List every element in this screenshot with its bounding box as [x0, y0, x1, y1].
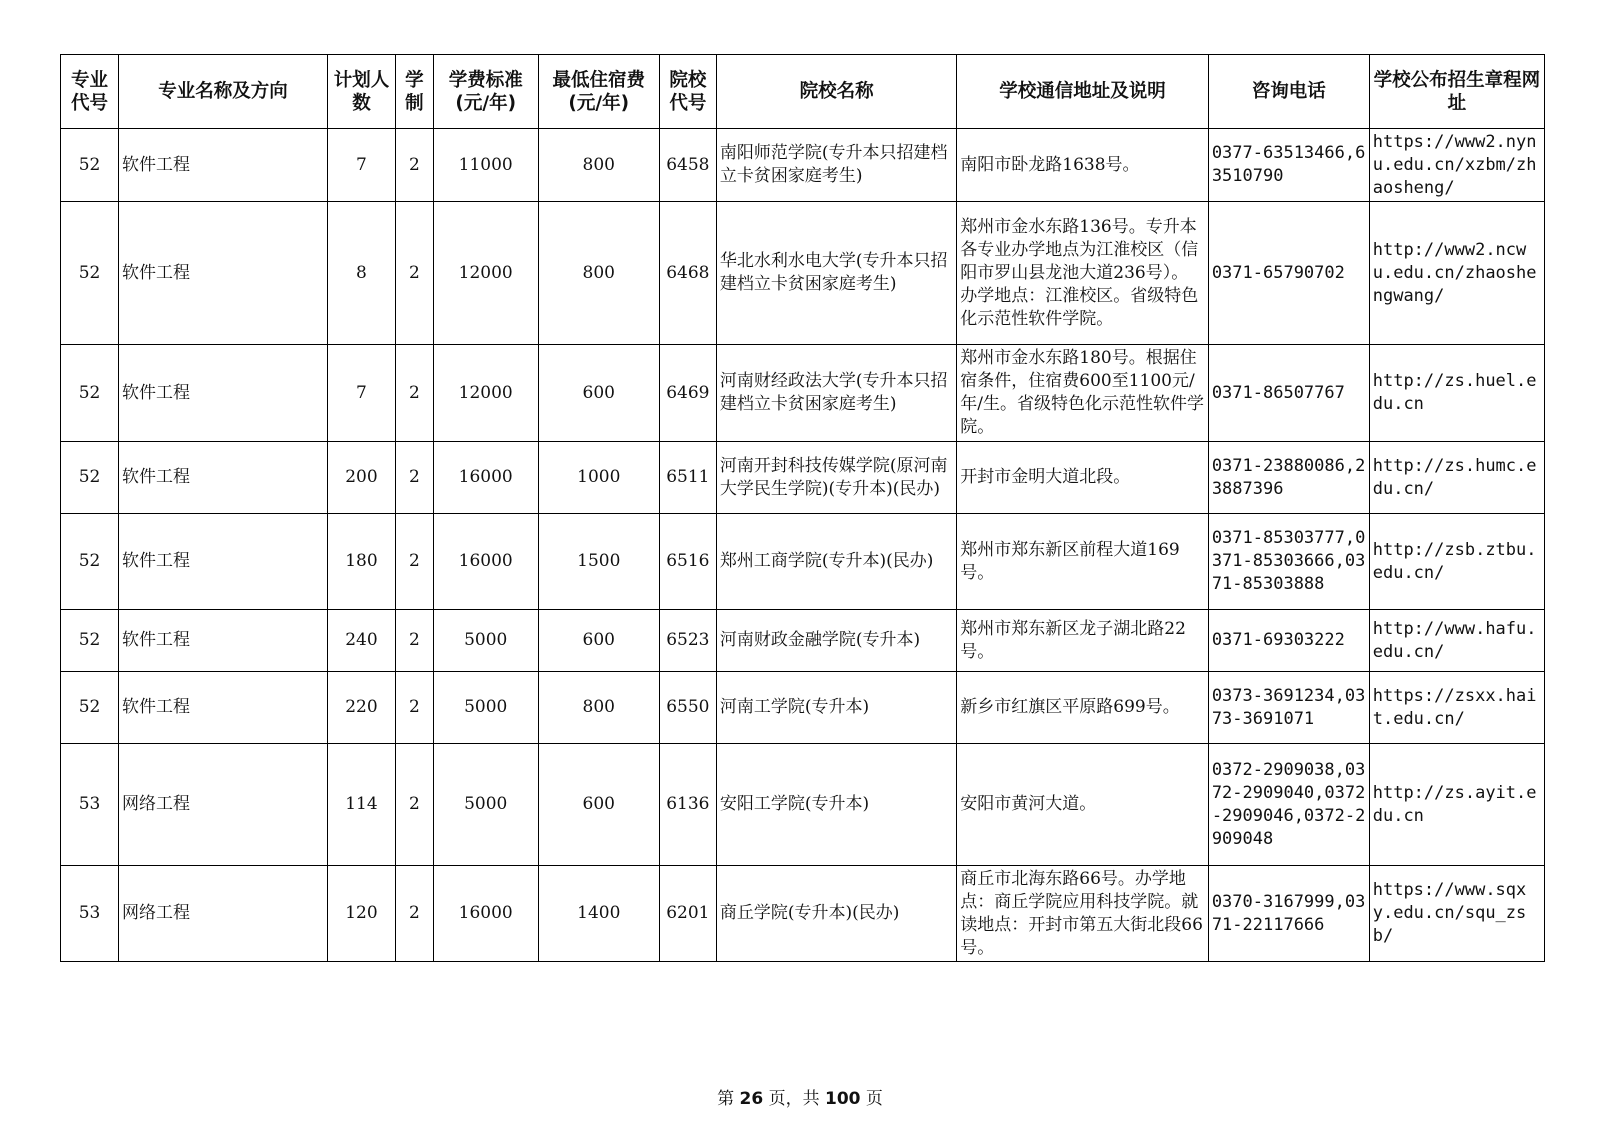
cell-lodging: 800 — [538, 672, 659, 744]
cell-address: 郑州市金水东路136号。专升本各专业办学地点为江淮校区（信阳市罗山县龙池大道236号）。办学地点：江淮校区。省级特色化示范性软件学院。 — [957, 202, 1209, 345]
cell-tuition: 12000 — [433, 345, 538, 442]
cell-address: 南阳市卧龙路1638号。 — [957, 129, 1209, 202]
cell-school-name: 郑州工商学院(专升本)(民办) — [716, 514, 956, 610]
cell-school-name: 河南工学院(专升本) — [716, 672, 956, 744]
cell-major-name: 网络工程 — [119, 744, 328, 866]
cell-school-code: 6468 — [659, 202, 716, 345]
cell-major-code: 53 — [61, 866, 119, 962]
header-plan-count: 计划人数 — [327, 55, 395, 129]
cell-plan-count: 200 — [327, 442, 395, 514]
cell-lodging: 800 — [538, 202, 659, 345]
cell-major-name: 软件工程 — [119, 129, 328, 202]
table-row — [61, 202, 1545, 345]
table-row — [61, 866, 1545, 962]
cell-duration: 2 — [396, 744, 434, 866]
cell-school-name: 华北水利水电大学(专升本只招建档立卡贫困家庭考生) — [716, 202, 956, 345]
header-phone: 咨询电话 — [1208, 55, 1369, 129]
header-website: 学校公布招生章程网址 — [1369, 55, 1544, 129]
header-school-name: 院校名称 — [716, 55, 956, 129]
cell-major-code: 52 — [61, 610, 119, 672]
cell-school-name: 河南财经政法大学(专升本只招建档立卡贫困家庭考生) — [716, 345, 956, 442]
cell-lodging: 600 — [538, 610, 659, 672]
cell-phone: 0373-3691234,0373-3691071 — [1208, 672, 1369, 744]
cell-duration: 2 — [396, 202, 434, 345]
page-footer — [0, 1084, 1600, 1109]
footer-middle: 页，共 — [763, 1089, 825, 1109]
cell-website[interactable]: http://www2.ncwu.edu.cn/zhaoshengwang/ — [1369, 202, 1544, 345]
header-lodging: 最低住宿费(元/年) — [538, 55, 659, 129]
cell-tuition: 16000 — [433, 442, 538, 514]
table-row — [61, 345, 1545, 442]
cell-website[interactable]: http://zs.humc.edu.cn/ — [1369, 442, 1544, 514]
table-row — [61, 744, 1545, 866]
header-school-code: 院校代号 — [659, 55, 716, 129]
cell-major-name: 软件工程 — [119, 514, 328, 610]
cell-tuition: 16000 — [433, 866, 538, 962]
cell-plan-count: 7 — [327, 345, 395, 442]
cell-address: 商丘市北海东路66号。办学地点：商丘学院应用科技学院。就读地点：开封市第五大街北段66号。 — [957, 866, 1209, 962]
cell-address: 郑州市金水东路180号。根据住宿条件，住宿费600至1100元/年/生。省级特色化示范性软件学院。 — [957, 345, 1209, 442]
cell-major-name: 网络工程 — [119, 866, 328, 962]
cell-major-code: 52 — [61, 442, 119, 514]
cell-major-code: 52 — [61, 345, 119, 442]
cell-major-name: 软件工程 — [119, 672, 328, 744]
cell-school-code: 6469 — [659, 345, 716, 442]
footer-suffix: 页 — [860, 1089, 883, 1109]
footer-total-pages: 100 — [824, 1089, 861, 1109]
cell-duration: 2 — [396, 610, 434, 672]
header-major-name: 专业名称及方向 — [119, 55, 328, 129]
cell-phone: 0377-63513466,63510790 — [1208, 129, 1369, 202]
cell-duration: 2 — [396, 514, 434, 610]
cell-tuition: 12000 — [433, 202, 538, 345]
cell-tuition: 5000 — [433, 610, 538, 672]
header-row — [61, 55, 1545, 129]
cell-tuition: 11000 — [433, 129, 538, 202]
header-duration: 学制 — [396, 55, 434, 129]
cell-address: 开封市金明大道北段。 — [957, 442, 1209, 514]
cell-phone: 0372-2909038,0372-2909040,0372-2909046,0372-2909048 — [1208, 744, 1369, 866]
header-address: 学校通信地址及说明 — [957, 55, 1209, 129]
table-row — [61, 514, 1545, 610]
cell-school-name: 安阳工学院(专升本) — [716, 744, 956, 866]
table-row — [61, 129, 1545, 202]
table-row — [61, 442, 1545, 514]
table-row — [61, 610, 1545, 672]
header-major-code: 专业代号 — [61, 55, 119, 129]
cell-lodging: 600 — [538, 744, 659, 866]
cell-tuition: 5000 — [433, 744, 538, 866]
footer-prefix: 第 — [717, 1089, 740, 1109]
cell-school-code: 6201 — [659, 866, 716, 962]
cell-lodging: 1500 — [538, 514, 659, 610]
cell-plan-count: 114 — [327, 744, 395, 866]
cell-plan-count: 220 — [327, 672, 395, 744]
cell-address: 郑州市郑东新区龙子湖北路22号。 — [957, 610, 1209, 672]
cell-major-code: 52 — [61, 129, 119, 202]
cell-phone: 0371-23880086,23887396 — [1208, 442, 1369, 514]
cell-website[interactable]: http://zsb.ztbu.edu.cn/ — [1369, 514, 1544, 610]
cell-plan-count: 120 — [327, 866, 395, 962]
cell-school-code: 6523 — [659, 610, 716, 672]
cell-phone: 0371-69303222 — [1208, 610, 1369, 672]
cell-address: 郑州市郑东新区前程大道169号。 — [957, 514, 1209, 610]
footer-page-number: 26 — [739, 1089, 764, 1109]
cell-school-code: 6550 — [659, 672, 716, 744]
cell-website[interactable]: https://www2.nynu.edu.cn/xzbm/zhaosheng/ — [1369, 129, 1544, 202]
cell-lodging: 1000 — [538, 442, 659, 514]
cell-major-code: 52 — [61, 672, 119, 744]
cell-school-code: 6458 — [659, 129, 716, 202]
cell-school-name: 南阳师范学院(专升本只招建档立卡贫困家庭考生) — [716, 129, 956, 202]
admissions-table — [60, 54, 1545, 962]
cell-tuition: 5000 — [433, 672, 538, 744]
cell-address: 安阳市黄河大道。 — [957, 744, 1209, 866]
cell-duration: 2 — [396, 345, 434, 442]
cell-plan-count: 240 — [327, 610, 395, 672]
cell-duration: 2 — [396, 672, 434, 744]
cell-address: 新乡市红旗区平原路699号。 — [957, 672, 1209, 744]
cell-website[interactable]: https://zsxx.hait.edu.cn/ — [1369, 672, 1544, 744]
cell-plan-count: 7 — [327, 129, 395, 202]
cell-major-code: 52 — [61, 202, 119, 345]
cell-phone: 0371-85303777,0371-85303666,0371-85303888 — [1208, 514, 1369, 610]
cell-phone: 0371-65790702 — [1208, 202, 1369, 345]
cell-lodging: 800 — [538, 129, 659, 202]
cell-plan-count: 8 — [327, 202, 395, 345]
cell-website[interactable]: https://www.sqxy.edu.cn/squ_zsb/ — [1369, 866, 1544, 962]
cell-duration: 2 — [396, 129, 434, 202]
header-tuition: 学费标准(元/年) — [433, 55, 538, 129]
table-row — [61, 672, 1545, 744]
cell-website[interactable]: http://zs.huel.edu.cn — [1369, 345, 1544, 442]
cell-school-name: 河南财政金融学院(专升本) — [716, 610, 956, 672]
cell-phone: 0370-3167999,0371-22117666 — [1208, 866, 1369, 962]
cell-school-name: 河南开封科技传媒学院(原河南大学民生学院)(专升本)(民办) — [716, 442, 956, 514]
cell-major-name: 软件工程 — [119, 610, 328, 672]
cell-website[interactable]: http://www.hafu.edu.cn/ — [1369, 610, 1544, 672]
cell-major-name: 软件工程 — [119, 345, 328, 442]
cell-major-code: 53 — [61, 744, 119, 866]
cell-lodging: 600 — [538, 345, 659, 442]
cell-major-name: 软件工程 — [119, 202, 328, 345]
cell-major-code: 52 — [61, 514, 119, 610]
cell-duration: 2 — [396, 866, 434, 962]
cell-school-name: 商丘学院(专升本)(民办) — [716, 866, 956, 962]
cell-school-code: 6511 — [659, 442, 716, 514]
cell-tuition: 16000 — [433, 514, 538, 610]
cell-phone: 0371-86507767 — [1208, 345, 1369, 442]
cell-website[interactable]: http://zs.ayit.edu.cn — [1369, 744, 1544, 866]
cell-school-code: 6516 — [659, 514, 716, 610]
cell-school-code: 6136 — [659, 744, 716, 866]
cell-major-name: 软件工程 — [119, 442, 328, 514]
cell-lodging: 1400 — [538, 866, 659, 962]
cell-plan-count: 180 — [327, 514, 395, 610]
cell-duration: 2 — [396, 442, 434, 514]
